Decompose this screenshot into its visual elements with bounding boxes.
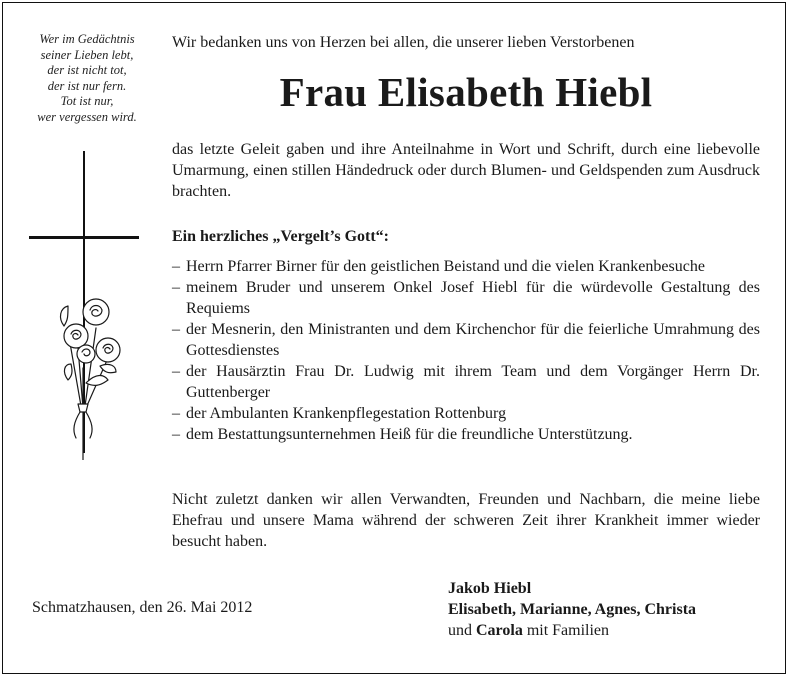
signer-prefix: und (448, 622, 472, 639)
poem-line: der ist nicht tot, (47, 63, 127, 77)
signer-name: Carola (476, 622, 523, 639)
list-item: – Herrn Pfarrer Birner für den geistlichen Beistand und die vielen Krankenbesuche (172, 256, 760, 277)
thanks-list (172, 256, 760, 445)
list-item: – meinem Bruder und unserem Onkel Josef Hiebl für die würdevolle Gestaltung des Requiems (172, 277, 760, 319)
closing-paragraph: Nicht zuletzt danken wir allen Verwandten, Freunden und Nachbarn, die meine liebe Ehefrau und unsere Mama während der schweren Zeit ihrer Krankheit immer wieder besucht haben. (172, 491, 760, 550)
intro-text: Wir bedanken uns von Herzen bei allen, die unserer lieben Verstorbenen (172, 34, 635, 51)
poem-line: der ist nur fern. (47, 78, 127, 93)
memorial-poem (14, 32, 160, 125)
list-item: – der Ambulanten Krankenpflegestation Rottenburg (172, 403, 760, 424)
signer-names: Elisabeth, Marianne, Agnes, Christa (448, 601, 697, 618)
list-item: – der Hausärztin Frau Dr. Ludwig mit ihrem Team und dem Vorgänger Herrn Dr. Guttenberger (172, 361, 760, 403)
place-date: Schmatzhausen, den 26. Mai 2012 (32, 599, 253, 616)
signatures (448, 578, 696, 641)
poem-line: Tot ist nur, (60, 94, 114, 108)
poem-line: Wer im Gedächtnis (39, 32, 135, 46)
list-item: – der Mesnerin, den Ministranten und dem Kirchenchor für die feierliche Umrahmung des Gottesdienstes (172, 319, 760, 361)
deceased-name: Frau Elisabeth Hiebl (279, 69, 653, 115)
thanks-paragraph: das letzte Geleit gaben und ihre Anteilnahme in Wort und Schrift, durch eine liebevolle Umarmung, einen stillen Händedruck oder durch Blumen- und Geldspenden zum Ausdruck brachten. (172, 141, 760, 200)
cross-beam (29, 236, 139, 239)
signer-name: Jakob Hiebl (448, 580, 532, 597)
rose-bouquet-icon (56, 288, 130, 460)
list-item: – dem Bestattungsunternehmen Heiß für die freundliche Unterstützung. (172, 424, 760, 445)
poem-line: seiner Lieben lebt, (40, 47, 134, 62)
thanks-heading: Ein herzliches „Vergelt’s Gott“: (172, 228, 389, 245)
signer-line-3 (448, 620, 696, 641)
signer-suffix: mit Familien (526, 622, 610, 639)
poem-line: wer vergessen wird. (37, 109, 137, 124)
